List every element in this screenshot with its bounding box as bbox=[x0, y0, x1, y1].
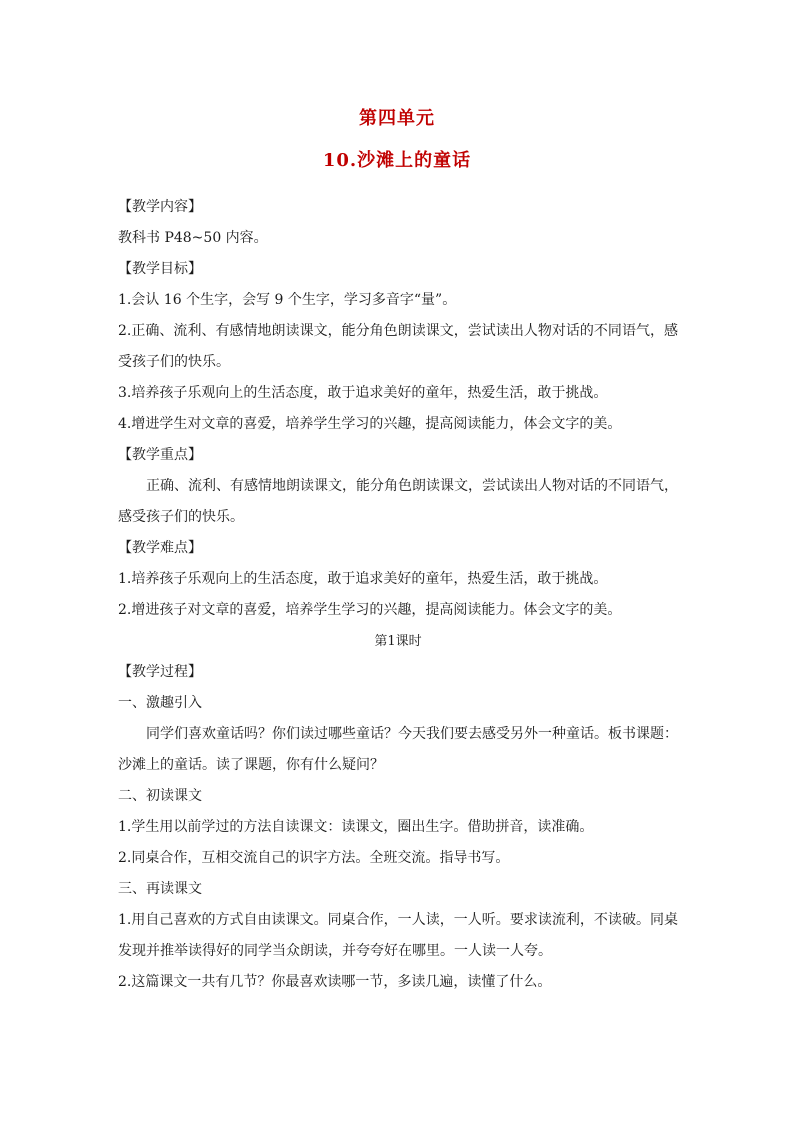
document-body bbox=[118, 192, 678, 998]
section-3-heading: 三、再读课文 bbox=[118, 881, 202, 897]
lesson-period: 第1课时 bbox=[374, 634, 422, 649]
teaching-content-heading: 【教学内容】 bbox=[118, 199, 202, 215]
section-1-heading: 一、激趣引入 bbox=[118, 695, 202, 711]
goal-item-3: 3.培养孩子乐观向上的生活态度，敢于追求美好的童年，热爱生活，敢于挑战。 bbox=[118, 385, 608, 401]
section-2-item-2: 2.同桌合作，互相交流自己的识字方法。全班交流。指导书写。 bbox=[118, 850, 510, 866]
key-points-text: 正确、流利、有感情地朗读课文，能分角色朗读课文，尝试读出人物对话的不同语气，感受孩子们的快乐。 bbox=[118, 478, 678, 525]
difficult-item-1: 1.培养孩子乐观向上的生活态度，敢于追求美好的童年，热爱生活，敢于挑战。 bbox=[118, 571, 608, 587]
key-points-heading: 【教学重点】 bbox=[118, 447, 202, 463]
section-3-item-2: 2.这篇课文一共有几节？你最喜欢读哪一节，多读几遍，读懂了什么。 bbox=[118, 974, 552, 990]
section-2-heading: 二、初读课文 bbox=[118, 788, 202, 804]
goal-item-2: 2.正确、流利、有感情地朗读课文，能分角色朗读课文，尝试读出人物对话的不同语气，感受孩子们的快乐。 bbox=[118, 323, 678, 370]
difficult-item-2: 2.增进孩子对文章的喜爱，培养学生学习的兴趣，提高阅读能力。体会文字的美。 bbox=[118, 602, 622, 618]
process-heading: 【教学过程】 bbox=[118, 664, 202, 680]
section-1-text: 同学们喜欢童话吗？你们读过哪些童话？今天我们要去感受另外一种童话。板书课题：沙滩上的童话。读了课题，你有什么疑问？ bbox=[118, 726, 678, 773]
lesson-title: 10.沙滩上的童话 bbox=[322, 150, 472, 171]
section-3-item-1: 1.用自己喜欢的方式自由读课文。同桌合作，一人读，一人听。要求读流利，不读破。同桌发现并推举读得好的同学当众朗读，并夸夸好在哪里。一人读一人夸。 bbox=[118, 912, 678, 959]
goal-item-1: 1.会认 16 个生字，会写 9 个生字，学习多音字“量”。 bbox=[118, 292, 457, 308]
teaching-content-text: 教科书 P48~50 内容。 bbox=[118, 230, 268, 246]
section-2-item-1: 1.学生用以前学过的方法自读课文：读课文，圈出生字。借助拼音，读准确。 bbox=[118, 819, 594, 835]
teaching-goals-heading: 【教学目标】 bbox=[118, 261, 202, 277]
goal-item-4: 4.增进学生对文章的喜爱，培养学生学习的兴趣，提高阅读能力，体会文字的美。 bbox=[118, 416, 622, 432]
unit-title: 第四单元 bbox=[359, 108, 435, 129]
difficult-points-heading: 【教学难点】 bbox=[118, 540, 202, 556]
